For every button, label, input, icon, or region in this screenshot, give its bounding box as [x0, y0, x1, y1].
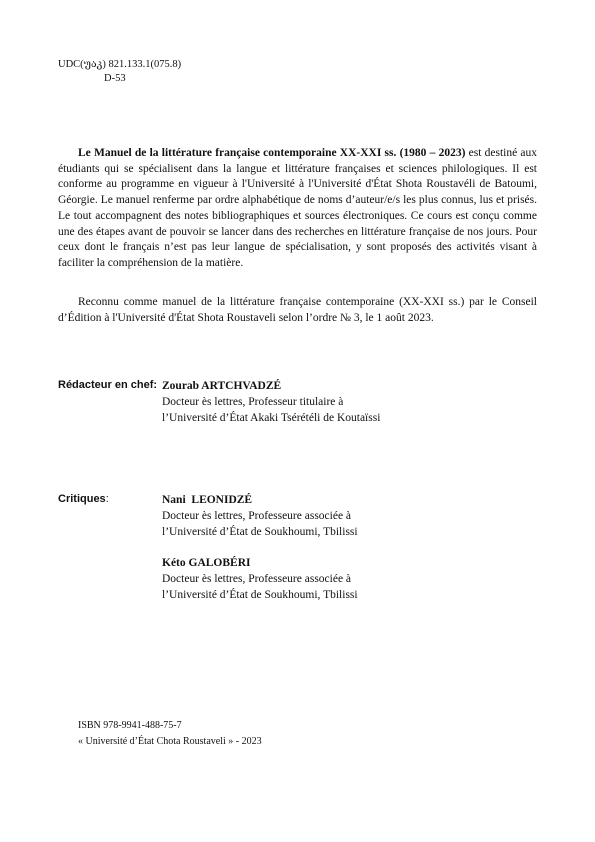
critic-name: Nani LEONIDZÉ: [162, 494, 253, 506]
udc-code: UDC(უაკ) 821.133.1(075.8): [58, 59, 182, 70]
approval-paragraph: Reconnu comme manuel de la littérature française contemporaine (XX-XXI ss.) par le Conseil d’Édition à l'Université d'État Shota Roustaveli selon l’ordre № 3, le 1 août 2023.: [58, 296, 537, 324]
critic-title: Docteur ès lettres, Professeure associée à: [162, 510, 352, 522]
editor-name: Zourab ARTCHVADZÉ: [162, 380, 282, 392]
udc-classification: [58, 58, 181, 86]
editor-block: [162, 378, 462, 426]
publisher-line: « Université d’État Chota Roustaveli » - 2023: [78, 736, 262, 747]
critic-affiliation: l’Université d’État de Soukhoumi, Tbilissi: [162, 526, 358, 538]
editor-role-label: Rédacteur en chef:: [58, 379, 158, 391]
critic-name: Kéto GALOBÉRI: [162, 557, 251, 569]
book-title: Le Manuel de la littérature française contemporaine XX-XXI ss. (1980 – 2023): [78, 147, 466, 159]
author-mark: D-53: [104, 73, 126, 84]
isbn-number: ISBN 978-9941-488-75-7: [78, 720, 182, 731]
critic-title: Docteur ès lettres, Professeure associée à: [162, 573, 352, 585]
editor-title: Docteur ès lettres, Professeur titulaire à: [162, 396, 344, 408]
editor-affiliation: l’Université d’État Akaki Tsérétéli de Koutaïssi: [162, 412, 381, 424]
critic-block-1: [162, 492, 462, 540]
critic-block-2: [162, 555, 462, 603]
critics-label-colon: :: [105, 493, 109, 505]
abstract-body: est destiné aux étudiants qui se spécialisent dans la langue et littérature françaises et sciences philologiques. Il est conforme au programme en vigueur à l'Université à l'Université d'État Shota Roustavéli de Batoumi, Géorgie. Le manuel renferme par ordre alphabétique de noms d’auteur/e/s les plus connus, lus et prisés. Le tout accompagnent des notes bibliographiques et sources électroniques. Ce cours est conçu comme une des étapes avant de pouvoir se lancer dans des recherches en littérature française de nos jours. Pour ceux dont le français n’est pas leur langue de spécialisation, y sont proposés des activités visant à faciliter la compréhension de la matière.: [58, 147, 538, 269]
isbn-block: [78, 718, 262, 750]
critics-label-text: Critiques: [58, 493, 106, 505]
critic-affiliation: l’Université d’État de Soukhoumi, Tbilissi: [162, 589, 358, 601]
abstract-paragraph: [58, 146, 537, 272]
critics-role-label: [58, 493, 109, 505]
